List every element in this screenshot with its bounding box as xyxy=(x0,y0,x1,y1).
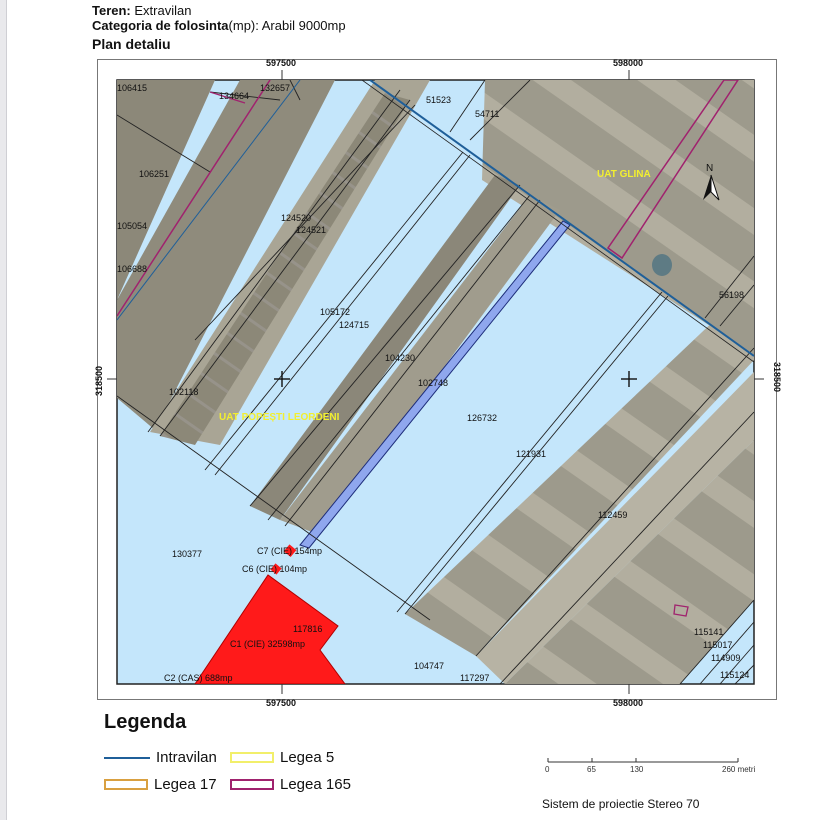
legend-item-legea165 xyxy=(230,776,351,793)
legea165-swatch xyxy=(230,779,274,790)
parcel-label: 51523 xyxy=(426,95,452,105)
scale-tick-260: 260 metri xyxy=(722,765,756,774)
parcel-label: 106415 xyxy=(117,83,148,93)
uat-glina-label: UAT GLINA xyxy=(597,169,651,180)
legend-label: Legea 5 xyxy=(280,749,335,766)
projection-note: Sistem de proiectie Stereo 70 xyxy=(542,797,700,811)
c6-label: C6 (CIE) 104mp xyxy=(242,564,308,574)
parcel-label: 130377 xyxy=(172,549,203,559)
plan-title: Plan detaliu xyxy=(92,36,171,52)
parcel-label: 114909 xyxy=(711,653,741,663)
pond xyxy=(652,254,672,276)
legend-item-legea5 xyxy=(230,749,334,766)
parcel-label: 121931 xyxy=(516,449,547,459)
scale-tick-130: 130 xyxy=(630,765,644,774)
land-type-value: Extravilan xyxy=(134,3,192,18)
land-use-value: (mp): Arabil 9000mp xyxy=(228,18,346,33)
parcel-label: 124715 xyxy=(339,320,370,330)
parcel-label: 102118 xyxy=(169,387,199,397)
parcel-label: 106688 xyxy=(117,264,148,274)
land-use-label: Categoria de folosinta xyxy=(92,18,229,33)
parcel-label: 134664 xyxy=(219,91,250,101)
parcel-label: 102748 xyxy=(418,378,449,388)
parcel-label: 117816 xyxy=(293,624,323,634)
grid-x-label-bottom-2: 598000 xyxy=(613,698,644,708)
parcel-label: 54711 xyxy=(475,109,500,119)
c7-label: C7 (CIE) 154mp xyxy=(257,546,323,556)
c1-label: C1 (CIE) 32598mp xyxy=(230,639,306,649)
parcel-label: 112459 xyxy=(598,510,628,520)
parcel-label: 56198 xyxy=(719,290,745,300)
scale-tick-65: 65 xyxy=(587,765,596,774)
legend-label: Legea 165 xyxy=(280,776,351,793)
parcel-label: 115141 xyxy=(694,627,724,637)
legea17-swatch xyxy=(104,779,148,790)
scale-tick-0: 0 xyxy=(545,765,550,774)
grid-x-label-bottom-1: 597500 xyxy=(266,698,297,708)
parcel-label: 124521 xyxy=(296,225,327,235)
parcel-label: 117297 xyxy=(460,673,490,683)
parcel-label: 105172 xyxy=(320,307,351,317)
parcel-label: 115017 xyxy=(703,640,733,650)
grid-y-label-left: 318500 xyxy=(94,365,104,396)
grid-y-label-right: 318500 xyxy=(772,362,782,393)
parcel-label: 124520 xyxy=(281,213,312,223)
parcel-label: 115124 xyxy=(720,670,750,680)
legend-item-legea17 xyxy=(104,776,217,793)
parcel-label: 126732 xyxy=(467,413,498,423)
land-type-label: Teren: xyxy=(92,3,131,18)
scale-bar xyxy=(548,758,738,762)
legend-label: Intravilan xyxy=(156,749,217,766)
north-label: N xyxy=(706,163,714,174)
grid-x-label-top-2: 598000 xyxy=(613,58,644,68)
parcel-label: 104230 xyxy=(385,353,416,363)
legend-item-intravilan xyxy=(104,749,217,766)
legend-label: Legea 17 xyxy=(154,776,217,793)
legend-title: Legenda xyxy=(104,711,187,733)
parcel-label: 106251 xyxy=(139,169,170,179)
c2-label: C2 (CAS) 688mp xyxy=(164,673,233,683)
legea5-swatch xyxy=(230,752,274,763)
parcel-label: 132657 xyxy=(260,83,291,93)
intravilan-swatch xyxy=(104,757,150,759)
parcel-label: 104747 xyxy=(414,661,445,671)
grid-x-label-top-1: 597500 xyxy=(266,58,297,68)
parcel-label: 105054 xyxy=(117,221,148,231)
uat-popesti-label: UAT POPEȘTI LEORDENI xyxy=(219,412,340,423)
